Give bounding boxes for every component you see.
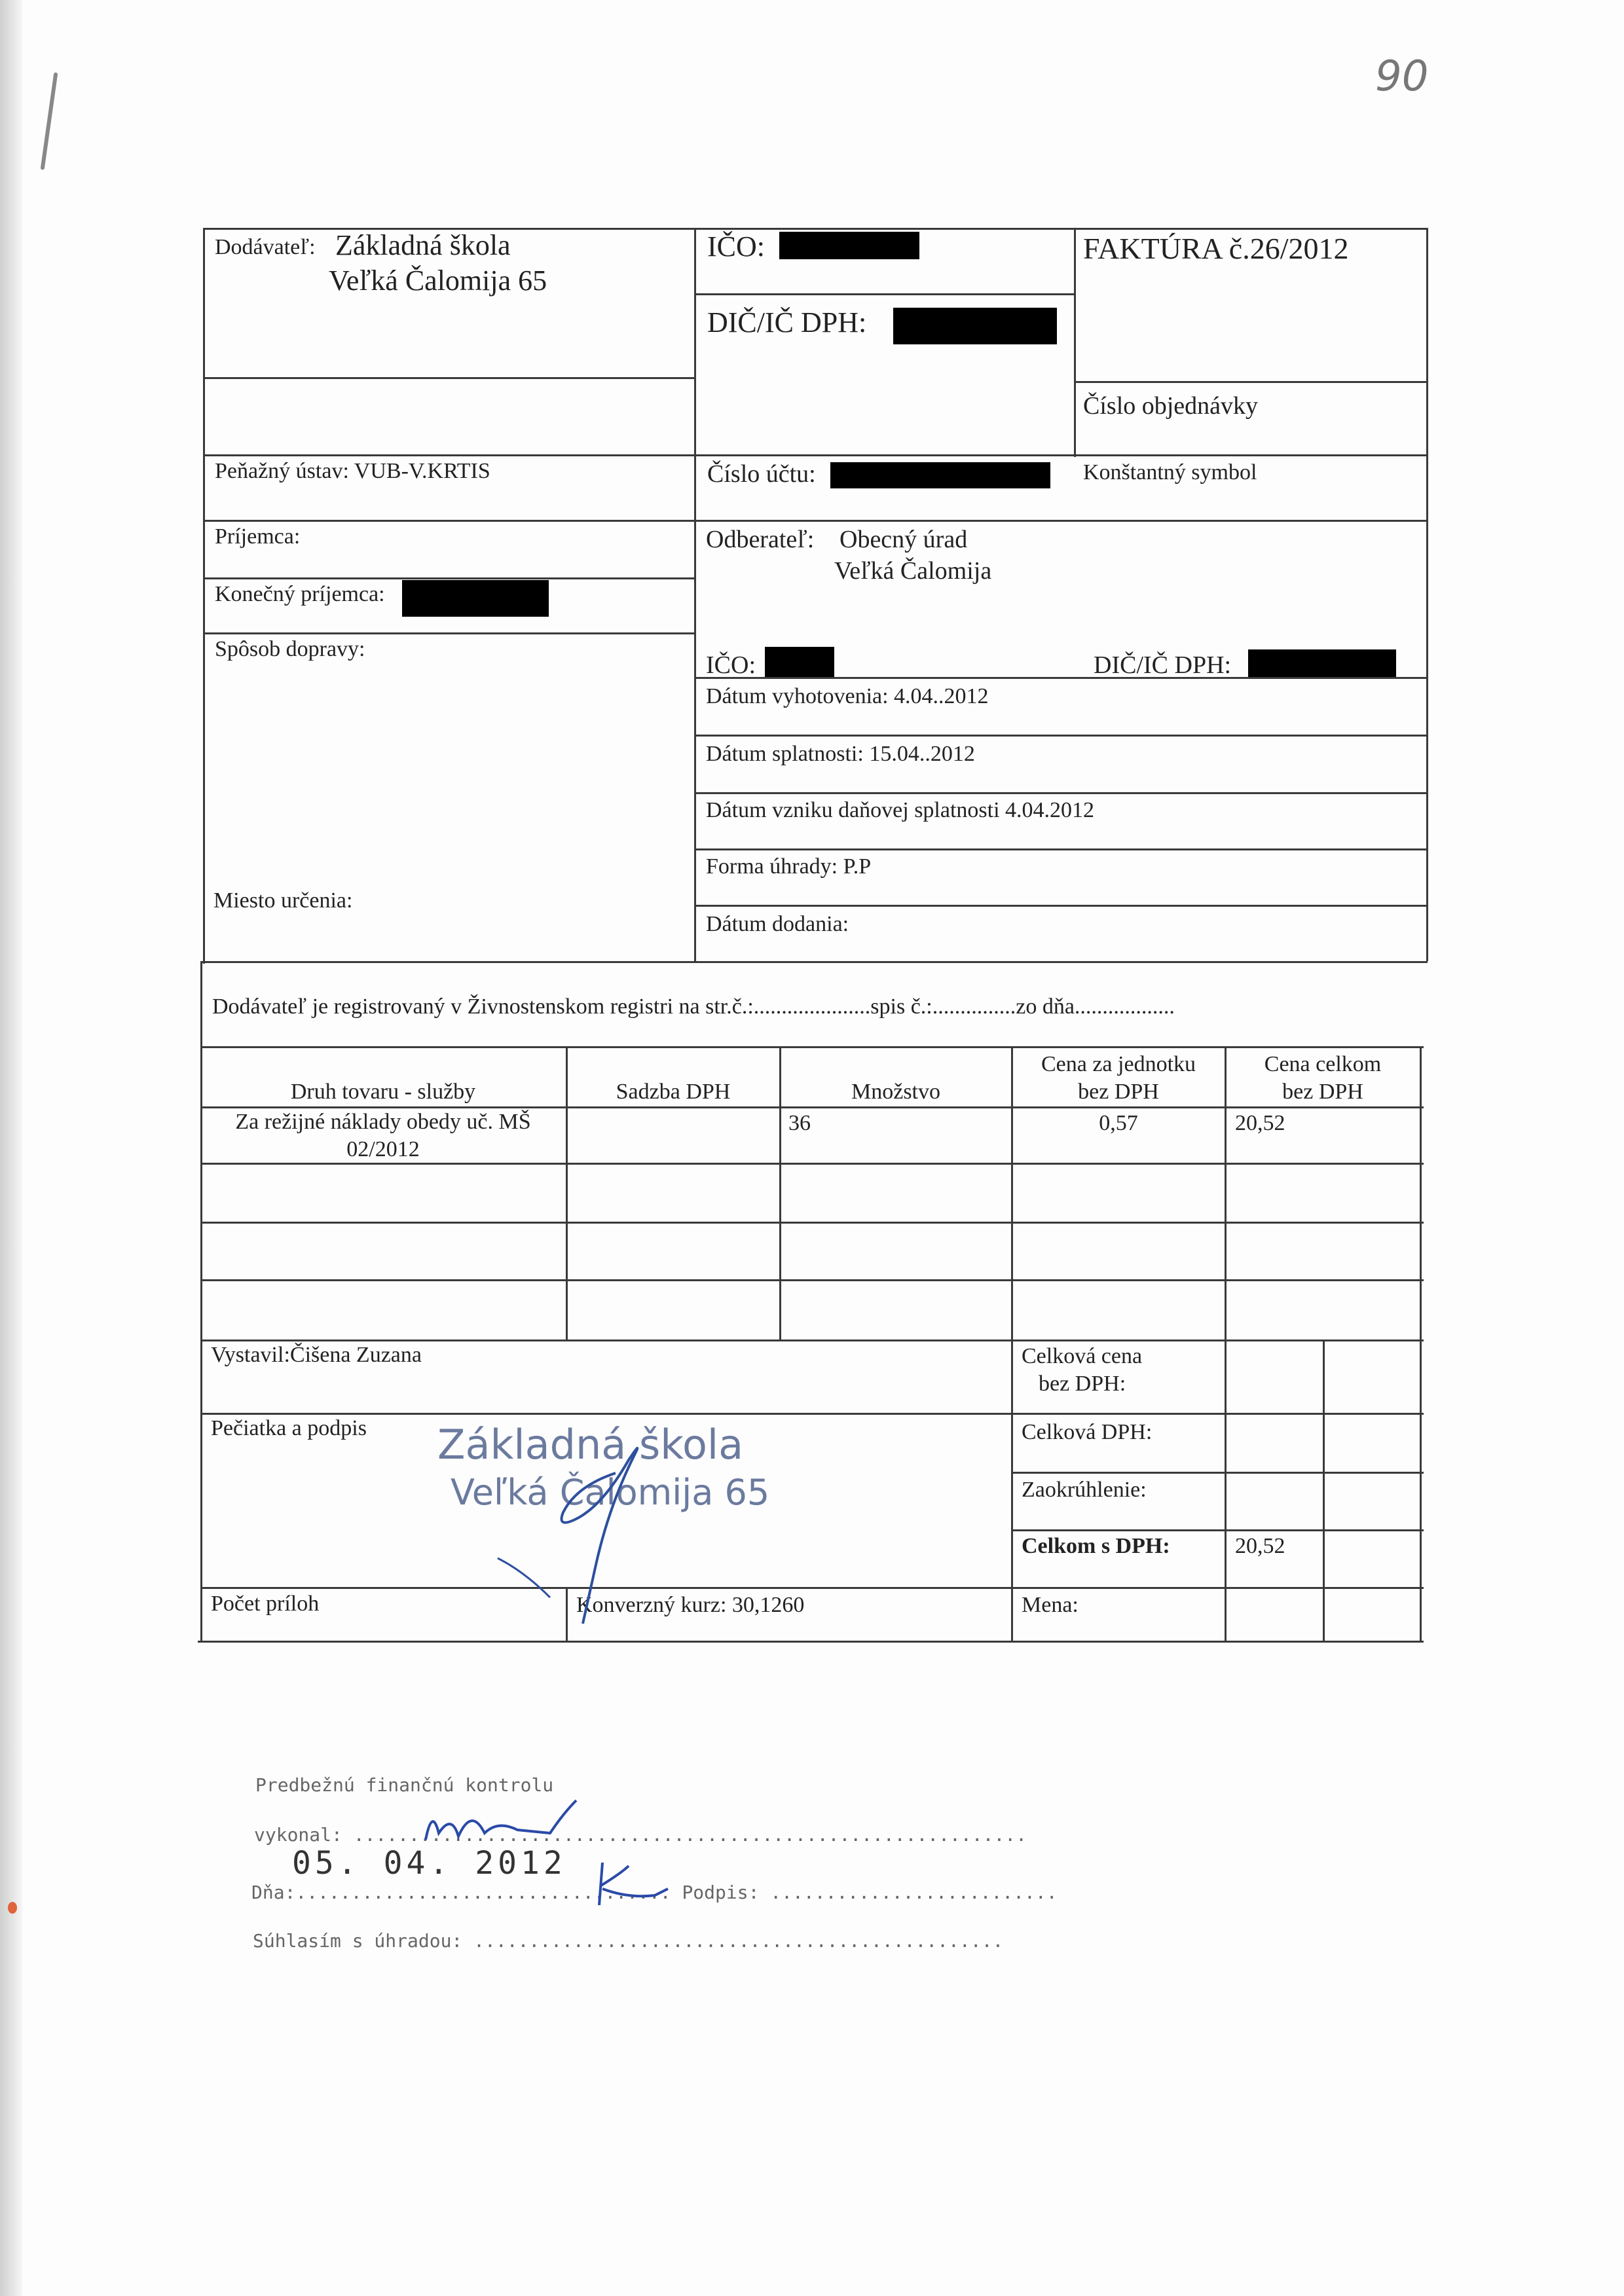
customer-address: Veľká Čalomija (834, 557, 992, 585)
redaction-box (893, 308, 1057, 344)
total-with-vat-label: Celkom s DPH: (1022, 1534, 1170, 1558)
supplier-label: Dodávateľ: (215, 235, 316, 259)
rule (200, 1279, 1424, 1281)
col-header-total: Cena celkom (1264, 1052, 1382, 1076)
rule (203, 632, 694, 634)
control-title: Predbežnú finančnú kontrolu (255, 1774, 554, 1796)
redaction-box (830, 462, 1050, 488)
col-header-description: Druh tovaru - služby (290, 1080, 476, 1104)
total-without-vat-label: Celková cena (1022, 1344, 1143, 1368)
due-date: Dátum splatnosti: 15.04..2012 (706, 742, 975, 766)
rule (1426, 228, 1428, 961)
exchange-rate: Konverzný kurz: 30,1260 (576, 1593, 805, 1617)
currency-label: Mena: (1022, 1593, 1079, 1617)
registry-note: Dodávateľ je registrovaný v Živnostenskom registri na str.č.:.....................spis č.:...............zo dňa.................. (212, 994, 1175, 1019)
rule (1225, 1046, 1227, 1642)
account-label: Číslo účtu: (707, 460, 816, 488)
rule (1074, 381, 1428, 383)
transport-label: Spôsob dopravy: (215, 637, 365, 661)
col-header-unit-price: Cena za jednotku (1041, 1052, 1196, 1076)
rule (779, 1046, 781, 1339)
total-with-vat-value: 20,52 (1235, 1534, 1285, 1558)
rule (694, 735, 1428, 737)
rule (694, 228, 696, 962)
rule (1011, 1472, 1424, 1474)
item-description: Za režijné náklady obedy uč. MŠ (235, 1110, 531, 1134)
control-date-label: Dňa:.................................. Podpis: .......................... (251, 1882, 1058, 1903)
rule (200, 961, 1428, 963)
rule (1420, 1046, 1422, 1642)
delivery-date: Dátum dodania: (706, 912, 849, 936)
rule (1323, 1339, 1325, 1642)
col-header-unit-price-sub: bez DPH (1078, 1080, 1159, 1104)
col-header-quantity: Množstvo (851, 1080, 940, 1104)
school-stamp-line1: Základná škola (437, 1421, 744, 1468)
rule (566, 1046, 568, 1339)
recipient-label: Príjemca: (215, 524, 301, 549)
total-vat-label: Celková DPH: (1022, 1420, 1153, 1444)
control-approval: Súhlasím s úhradou: ................................................ (253, 1930, 1004, 1952)
col-header-total-sub: bez DPH (1282, 1080, 1363, 1104)
customer-dic-label: DIČ/IČ DPH: (1094, 651, 1232, 679)
order-number-label: Číslo objednávky (1083, 392, 1259, 420)
redaction-box (779, 232, 919, 259)
signature (485, 1408, 681, 1630)
rounding-label: Zaokrúhlenie: (1022, 1478, 1147, 1502)
attachments-label: Počet príloh (211, 1592, 320, 1616)
supplier-name: Základná škola (335, 229, 511, 261)
customer-ico-label: IČO: (706, 651, 756, 679)
item-description-period: 02/2012 (346, 1137, 420, 1161)
control-signature (419, 1794, 589, 1853)
supplier-dic-label: DIČ/IČ DPH: (707, 306, 867, 338)
control-performed-by: vykonal: ............................................................. (254, 1824, 1027, 1846)
school-stamp-line2: Veľká Čalomija 65 (451, 1472, 770, 1513)
tax-date: Dátum vzniku daňovej splatnosti 4.04.2012 (706, 798, 1095, 822)
rule (200, 1106, 1424, 1108)
rule (203, 377, 205, 964)
supplier-address: Veľká Čalomija 65 (329, 264, 547, 297)
rule (694, 677, 1428, 679)
rule (200, 1163, 1424, 1165)
rule (1011, 1046, 1013, 1642)
rule (203, 228, 205, 378)
col-header-vat-rate: Sadzba DPH (616, 1080, 731, 1104)
customer-name: Obecný úrad (840, 526, 968, 553)
rule (200, 1413, 1424, 1415)
rule (198, 1641, 1424, 1643)
rule (1074, 228, 1076, 457)
rule (200, 1046, 1424, 1048)
rule (200, 1222, 1424, 1224)
item-quantity: 36 (788, 1111, 811, 1135)
destination-label: Miesto určenia: (213, 888, 353, 913)
rule (694, 792, 1428, 794)
rule (203, 454, 1428, 456)
customer-label: Odberateľ: (706, 526, 815, 553)
total-without-vat-label-sub: bez DPH: (1039, 1372, 1126, 1396)
item-unit-price: 0,57 (1099, 1111, 1138, 1135)
issued-by: Vystavil:Čišena Zuzana (211, 1343, 422, 1367)
rule (203, 520, 1428, 522)
invoice-title: FAKTÚRA č.26/2012 (1083, 232, 1349, 265)
redaction-box (402, 580, 549, 617)
rule (1011, 1529, 1424, 1531)
rule (203, 577, 694, 579)
item-total: 20,52 (1235, 1111, 1285, 1135)
rule (694, 848, 1428, 850)
approver-signature (596, 1859, 674, 1912)
redaction-box (1248, 649, 1396, 677)
constant-symbol-label: Konštantný symbol (1083, 460, 1257, 484)
rule (200, 1587, 1424, 1589)
final-recipient-label: Konečný príjemca: (215, 582, 385, 606)
rule (200, 961, 202, 1642)
payment-form: Forma úhrady: P.P (706, 854, 872, 879)
bank-label: Peňažný ústav: VUB-V.KRTIS (215, 459, 490, 483)
supplier-ico-label: IČO: (707, 230, 765, 263)
stamp-label: Pečiatka a podpis (211, 1416, 367, 1440)
rule (694, 905, 1428, 907)
rule (694, 293, 1074, 295)
redaction-box (765, 647, 834, 677)
control-date-stamp: 05. 04. 2012 (292, 1845, 566, 1882)
issue-date: Dátum vyhotovenia: 4.04..2012 (706, 684, 989, 708)
rule (200, 1339, 1424, 1341)
page-number: 90 (1375, 52, 1429, 101)
rule (203, 377, 694, 379)
